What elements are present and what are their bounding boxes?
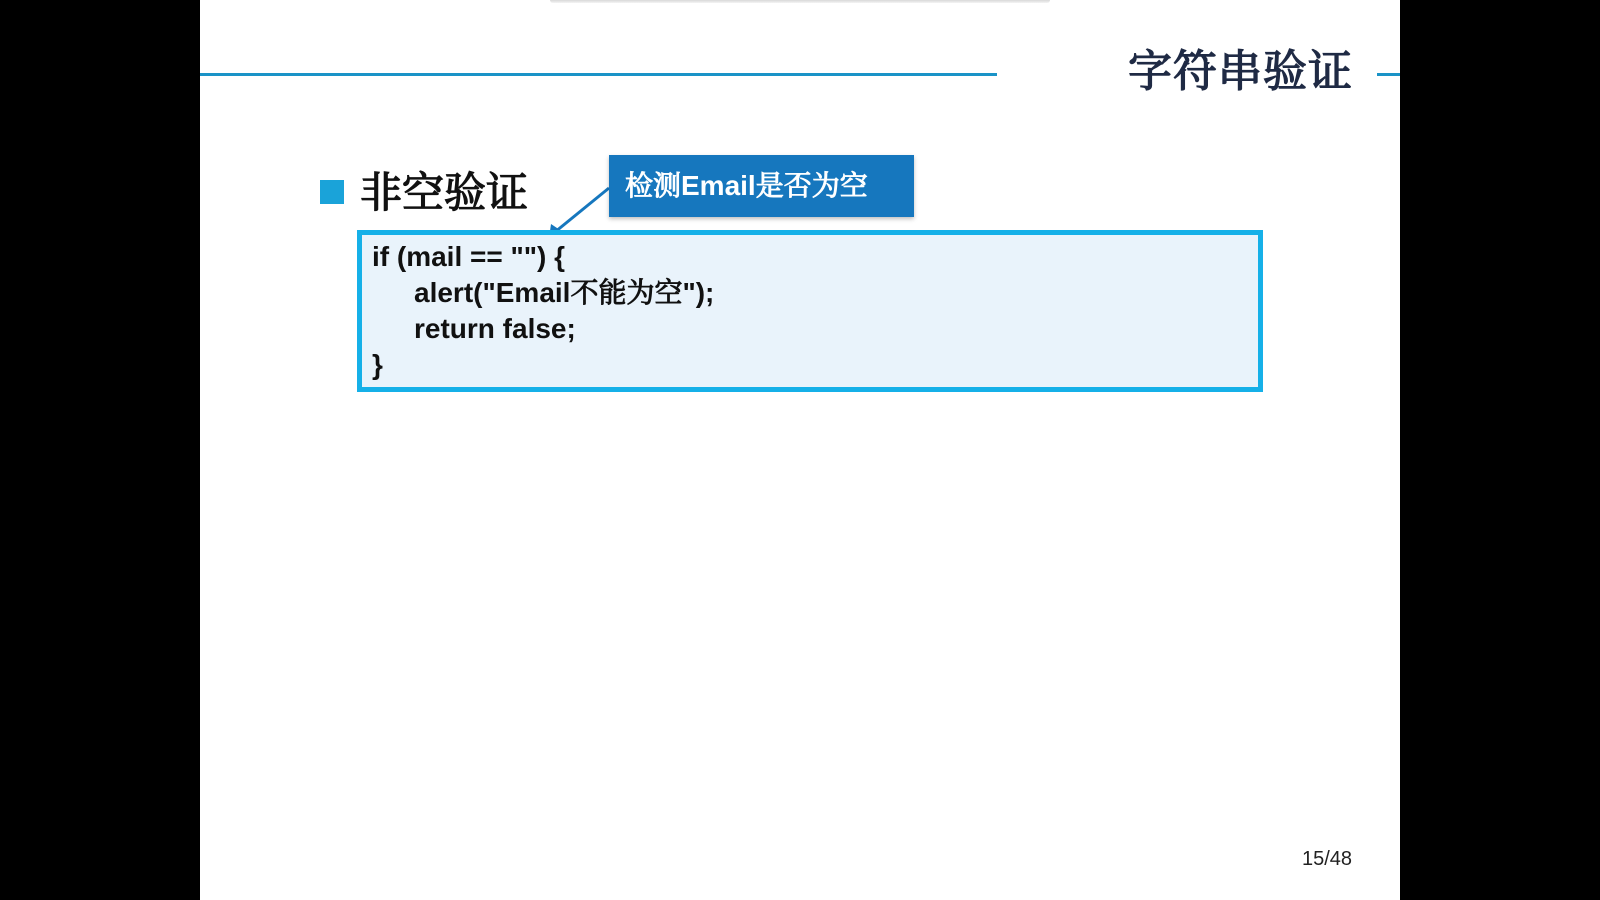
bullet-square-icon: [320, 180, 344, 204]
title-rule-left: [200, 73, 997, 76]
toolbar-shadow: [550, 0, 1050, 3]
slide: [200, 0, 1400, 900]
title-rule-right: [1377, 73, 1400, 76]
code-block: [357, 230, 1263, 392]
slide-title: 字符串验证: [1128, 47, 1353, 96]
page-number: 15/48: [1302, 848, 1353, 870]
section-heading: 非空验证: [360, 169, 529, 216]
callout-box: [609, 155, 914, 217]
code-line: if (mail == "") {: [372, 241, 566, 272]
code-line: }: [372, 349, 383, 380]
code-line: alert("Email不能为空");: [414, 277, 715, 308]
code-line: return false;: [414, 313, 576, 344]
callout-text: 检测Email是否为空: [625, 170, 868, 201]
